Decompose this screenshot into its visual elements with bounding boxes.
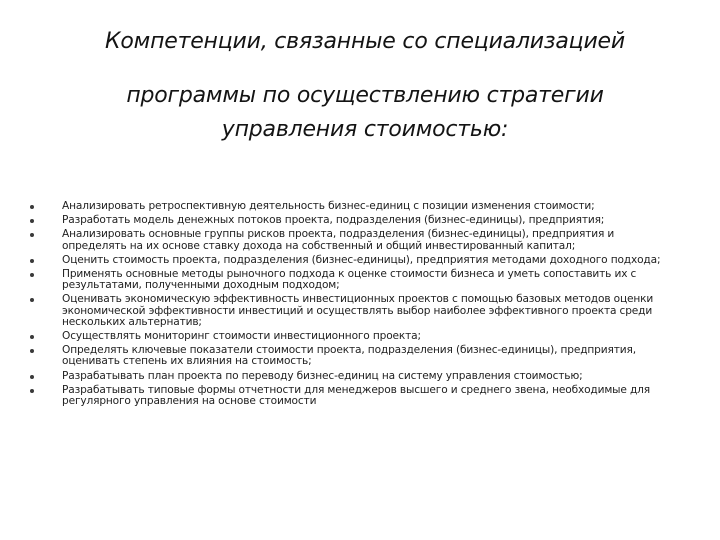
list-item <box>30 269 670 291</box>
list-item-text: Осуществлять мониторинг стоимости инвестиционного проекта; <box>62 330 421 343</box>
list-item <box>30 385 670 407</box>
list-item-text: Разрабатывать план проекта по переводу бизнес-единиц на систему управления стоимостью; <box>62 369 583 382</box>
list-item-text: Оценить стоимость проекта, подразделения (бизнес-единицы), предприятия методами доходного подхода; <box>62 253 661 266</box>
list-item <box>30 255 670 266</box>
bullet-icon <box>30 205 34 209</box>
list-item <box>30 345 670 367</box>
list-item <box>30 371 670 382</box>
list-item <box>30 229 670 251</box>
slide-title-line-1: Компетенции, связанные со специализацией <box>105 29 625 54</box>
bullet-icon <box>30 273 34 277</box>
slide-title-line-3: управления стоимостью: <box>221 117 509 142</box>
list-item-text: Анализировать ретроспективную деятельность бизнес-единиц с позиции изменения стоимости; <box>62 200 595 212</box>
list-item-text: Разрабатывать типовые формы отчетности для менеджеров высшего и среднего звена, необходимые для регулярного управления на основе стоимости <box>62 383 650 408</box>
list-item <box>30 294 670 328</box>
bullet-icon <box>30 259 34 263</box>
list-item <box>30 201 670 212</box>
list-item-text: Анализировать основные группы рисков проекта, подразделения (бизнес-единицы), предприятия и определять на их основе ставку дохода на собственный и общий инвестированный капитал; <box>62 228 615 252</box>
bullet-icon <box>30 349 34 353</box>
list-item-text: Применять основные методы рыночного подхода к оценке стоимости бизнеса и уметь сопоставить их с результатами, полученными доходным подходом; <box>62 268 637 292</box>
list-item <box>30 215 670 226</box>
bullet-icon <box>30 335 34 339</box>
list-item-text: Разработать модель денежных потоков проекта, подразделения (бизнес-единицы), предприятия; <box>62 214 605 227</box>
list-item <box>30 331 670 342</box>
list-item-text: Определять ключевые показатели стоимости проекта, подразделения (бизнес-единицы), предприятия, оценивать степень их влияния на стоимость; <box>62 344 636 368</box>
bullet-icon <box>30 389 34 393</box>
slide-title-line-2: программы по осуществлению стратегии <box>126 83 604 108</box>
bullet-icon <box>30 375 34 379</box>
competency-list <box>30 201 670 410</box>
bullet-icon <box>30 298 34 302</box>
bullet-icon <box>30 233 34 237</box>
bullet-icon <box>30 219 34 223</box>
list-item-text: Оценивать экономическую эффективность инвестиционных проектов с помощью базовых методов оценки экономической эффективности инвестиций и осуществлять выбор наиболее эффективного проекта среди нескольких альтернатив; <box>62 293 654 328</box>
